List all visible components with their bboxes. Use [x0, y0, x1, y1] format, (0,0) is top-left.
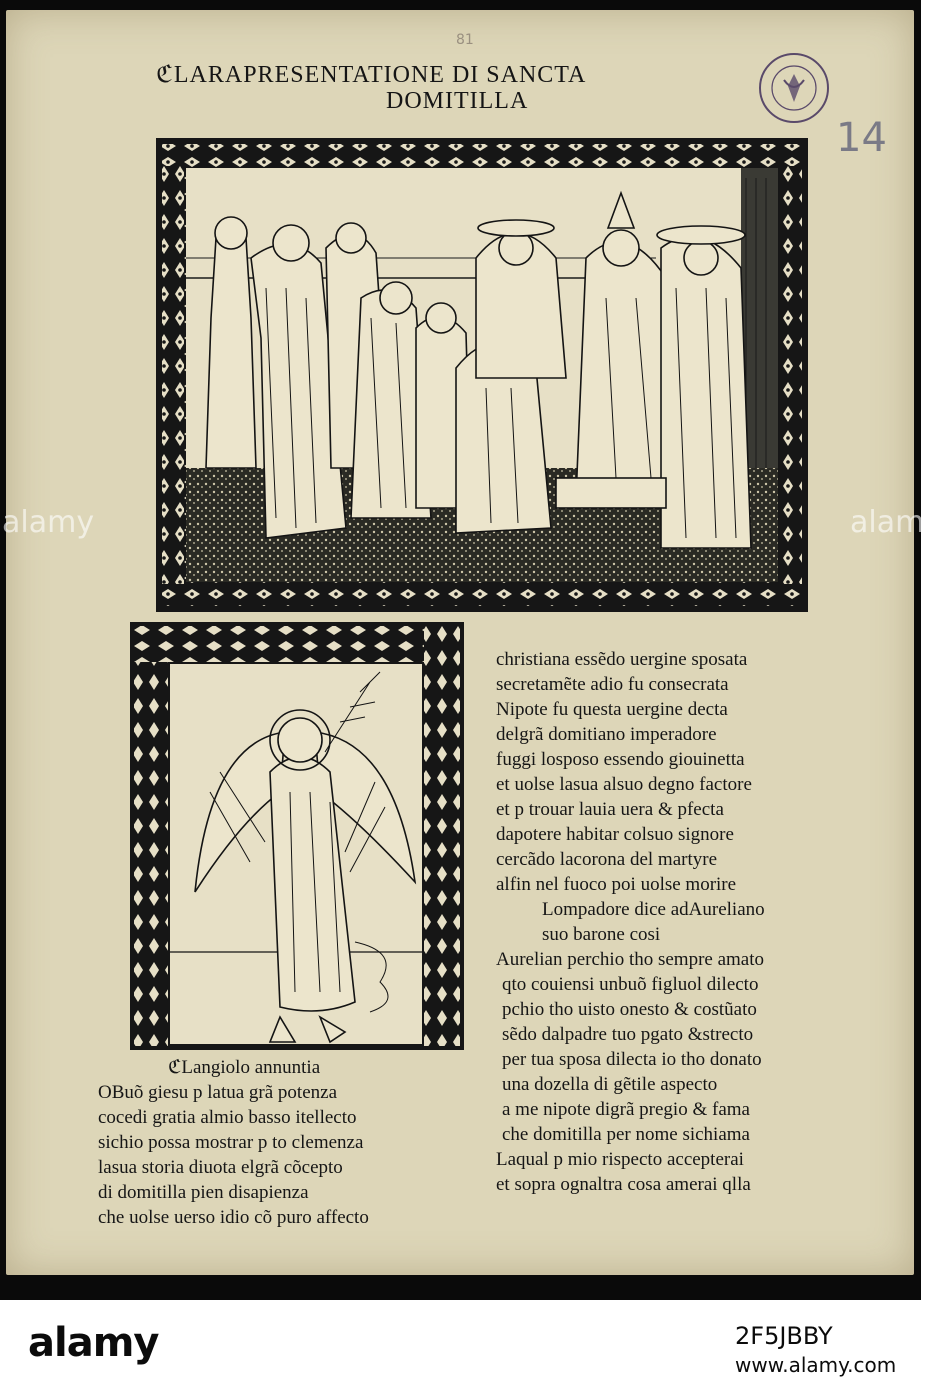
text-line: Aurelian perchio tho sempre amato	[496, 949, 765, 970]
text-line: et uolse lasua alsuo degno factore	[496, 774, 752, 795]
text-line: per tua sposa dilecta io tho donato	[502, 1049, 762, 1070]
text-line: cercãdo lacorona del martyre	[496, 849, 718, 870]
text-line: christiana essẽdo uergine sposata	[496, 649, 748, 670]
watermark-image-id: 2F5JBBY	[735, 1322, 833, 1350]
stage-direction: suo barone cosi	[542, 924, 661, 945]
text-line: delgrã domitiano imperadore	[496, 724, 717, 745]
text-line: alfin nel fuoco poi uolse morire	[496, 874, 737, 895]
text-line: et p trouar lauia uera & pfecta	[496, 799, 724, 820]
text-line: cocedi gratia almio basso itellecto	[98, 1107, 357, 1128]
text-line: et sopra ognaltra cosa amerai qlla	[496, 1174, 751, 1195]
watermark-ghost-left: alamy	[2, 505, 95, 540]
book-page	[6, 10, 914, 1275]
text-line: a me nipote digrã pregio & fama	[502, 1099, 750, 1120]
text-line: sẽdo dalpadre tuo pgato &strecto	[502, 1024, 754, 1045]
text-line: Laqual p mio rispecto accepterai	[496, 1149, 744, 1170]
page-title-line-1: ℭLARAPRESENTATIONE DI SANCTA	[156, 62, 587, 88]
library-stamp	[756, 50, 832, 126]
watermark-logo: alamy	[28, 1320, 159, 1366]
woodcut-ceremony-illustration	[156, 138, 808, 612]
text-line: dapotere habitar colsuo signore	[496, 824, 734, 845]
right-text-column	[496, 647, 765, 1197]
page-title-line-2: DOMITILLA	[386, 88, 529, 114]
watermark-url: www.alamy.com	[735, 1353, 897, 1377]
text-line: che domitilla per nome sichiama	[502, 1124, 750, 1145]
woodcut-angel-illustration	[130, 622, 464, 1050]
text-line: sichio possa mostrar p to clemenza	[98, 1132, 364, 1153]
faint-page-mark: 81	[456, 32, 474, 48]
text-line: fuggi losposo essendo giouinetta	[496, 749, 745, 770]
stage-direction: Lompadore dice adAureliano	[542, 899, 765, 920]
text-line: una dozella di gẽtile aspecto	[502, 1074, 718, 1095]
left-text-column	[98, 1055, 369, 1230]
text-line: Nipote fu questa uergine decta	[496, 699, 728, 720]
stage-direction: ℭLangiolo annuntia	[168, 1057, 321, 1078]
text-line: lasua storia diuota elgrã cõcepto	[98, 1157, 343, 1178]
text-line: di domitilla pien disapienza	[98, 1182, 309, 1203]
watermark-ghost-right: alamy	[850, 505, 942, 540]
handwritten-folio-number: 14	[836, 115, 887, 161]
text-line: che uolse uerso idio cõ puro affecto	[98, 1207, 369, 1228]
text-line: OBuõ giesu p latua grã potenza	[98, 1082, 338, 1103]
text-line: secretamẽte adio fu consecrata	[496, 674, 729, 695]
text-line: qto couiensi unbuõ figluol dilecto	[502, 974, 759, 995]
text-line: pchio tho uisto onesto & costũato	[502, 999, 757, 1020]
